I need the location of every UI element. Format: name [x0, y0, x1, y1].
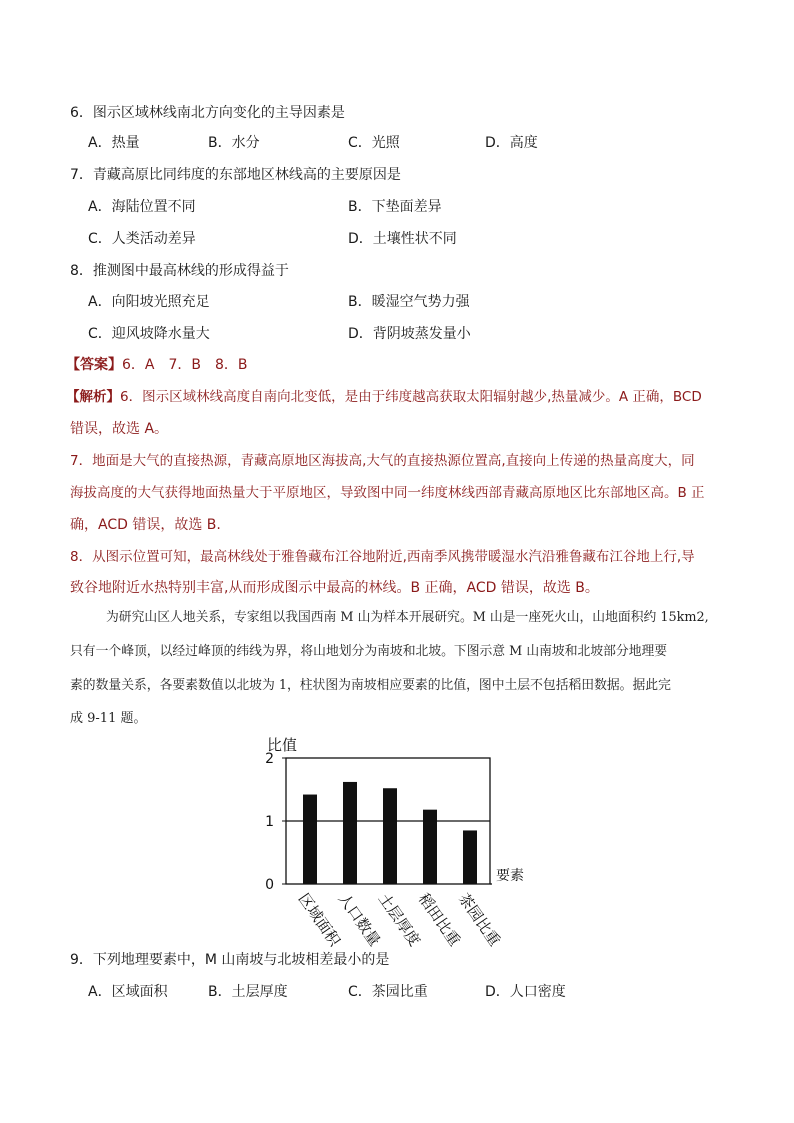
- analysis-line-4: 海拔高度的大气获得地面热量大于平原地区，导致图中同一纬度林线西部青藏高原地区比东部地区高。B 正: [70, 485, 705, 501]
- question-7-stem: 7．青藏高原比同纬度的东部地区林线高的主要原因是: [70, 167, 401, 183]
- answer-tag: 【答案】: [66, 357, 122, 373]
- question-6-option-a: A．热量: [88, 135, 140, 151]
- question-6-option-c: C．光照: [348, 135, 400, 151]
- analysis-tag: 【解析】: [66, 389, 120, 405]
- question-6-option-d: D．高度: [485, 135, 538, 151]
- x-axis-label: 要素: [496, 868, 524, 884]
- question-9-option-b: B．土层厚度: [208, 984, 288, 1000]
- question-6-option-b: B．水分: [208, 135, 260, 151]
- y-tick-label-1: 1: [265, 814, 274, 830]
- bar-1: [343, 782, 357, 884]
- passage-line-2: 只有一个峰顶，以经过峰顶的纬线为界，将山地划分为南坡和北坡。下图示意 M 山南坡和北坡部分地理要: [70, 644, 668, 659]
- plot-frame: [286, 758, 490, 884]
- question-8-option-d: D．背阴坡蒸发量小: [348, 326, 471, 342]
- question-7-option-a: A．海陆位置不同: [88, 199, 196, 215]
- question-8-stem: 8．推测图中最高林线的形成得益于: [70, 263, 289, 279]
- y-tick-label-2: 2: [265, 751, 274, 767]
- question-9-option-d: D．人口密度: [485, 984, 566, 1000]
- passage-line-1: 为研究山区人地关系，专家组以我国西南 M 山为样本开展研究。M 山是一座死火山，山地面积约 15km2,: [106, 610, 709, 625]
- question-7-option-d: D．土壤性状不同: [348, 231, 457, 247]
- passage-line-4: 成 9-11 题。: [70, 711, 147, 726]
- question-9-stem: 9．下列地理要素中，M 山南坡与北坡相差最小的是: [70, 952, 390, 968]
- analysis-text-1: 6．图示区域林线高度自南向北变低，是由于纬度越高获取太阳辐射越少,热量减少。A 正确，BCD: [120, 389, 702, 405]
- y-tick-label-0: 0: [265, 877, 274, 893]
- question-8-option-b: B．暖湿空气势力强: [348, 294, 470, 310]
- bar-2: [383, 788, 397, 884]
- question-8-option-a: A．向阳坡光照充足: [88, 294, 210, 310]
- category-label-0: 区域面积: [294, 889, 344, 950]
- category-label-2: 土层厚度: [374, 889, 424, 950]
- question-7-option-b: B．下垫面差异: [348, 199, 442, 215]
- analysis-line-7: 致谷地附近水热特别丰富,从而形成图示中最高的林线。B 正确，ACD 错误，故选 B。: [70, 580, 599, 596]
- question-6-stem: 6．图示区域林线南北方向变化的主导因素是: [70, 105, 345, 121]
- analysis-line-3: 7．地面是大气的直接热源，青藏高原地区海拔高,大气的直接热源位置高,直接向上传递的热量高度大，同: [70, 453, 695, 469]
- bar-0: [303, 795, 317, 884]
- category-label-3: 稻田比重: [414, 889, 464, 950]
- analysis-line-5: 确，ACD 错误，故选 B.: [70, 517, 221, 533]
- y-axis-label: 比值: [266, 736, 298, 754]
- answer-text: 6．A 7．B 8．B: [122, 357, 248, 373]
- question-9-option-a: A．区域面积: [88, 984, 168, 1000]
- question-7-option-c: C．人类活动差异: [88, 231, 196, 247]
- question-9-option-c: C．茶园比重: [348, 984, 428, 1000]
- bar-4: [463, 830, 477, 884]
- passage-line-3: 素的数量关系，各要素数值以北坡为 1，柱状图为南坡相应要素的比值，图中土层不包括稻田数据。据此完: [70, 678, 671, 693]
- question-8-option-c: C．迎风坡降水量大: [88, 326, 210, 342]
- analysis-line-6: 8．从图示位置可知，最高林线处于雅鲁藏布江谷地附近,西南季风携带暖湿水汽沿雅鲁藏布江谷地上行,导: [70, 549, 695, 565]
- category-label-1: 人口数量: [334, 889, 384, 950]
- analysis-line-1: [66, 387, 702, 407]
- bar-3: [423, 810, 437, 884]
- answer-line: [66, 355, 248, 375]
- analysis-line-2: 错误，故选 A。: [70, 421, 169, 437]
- category-label-4: 茶园比重: [454, 889, 504, 950]
